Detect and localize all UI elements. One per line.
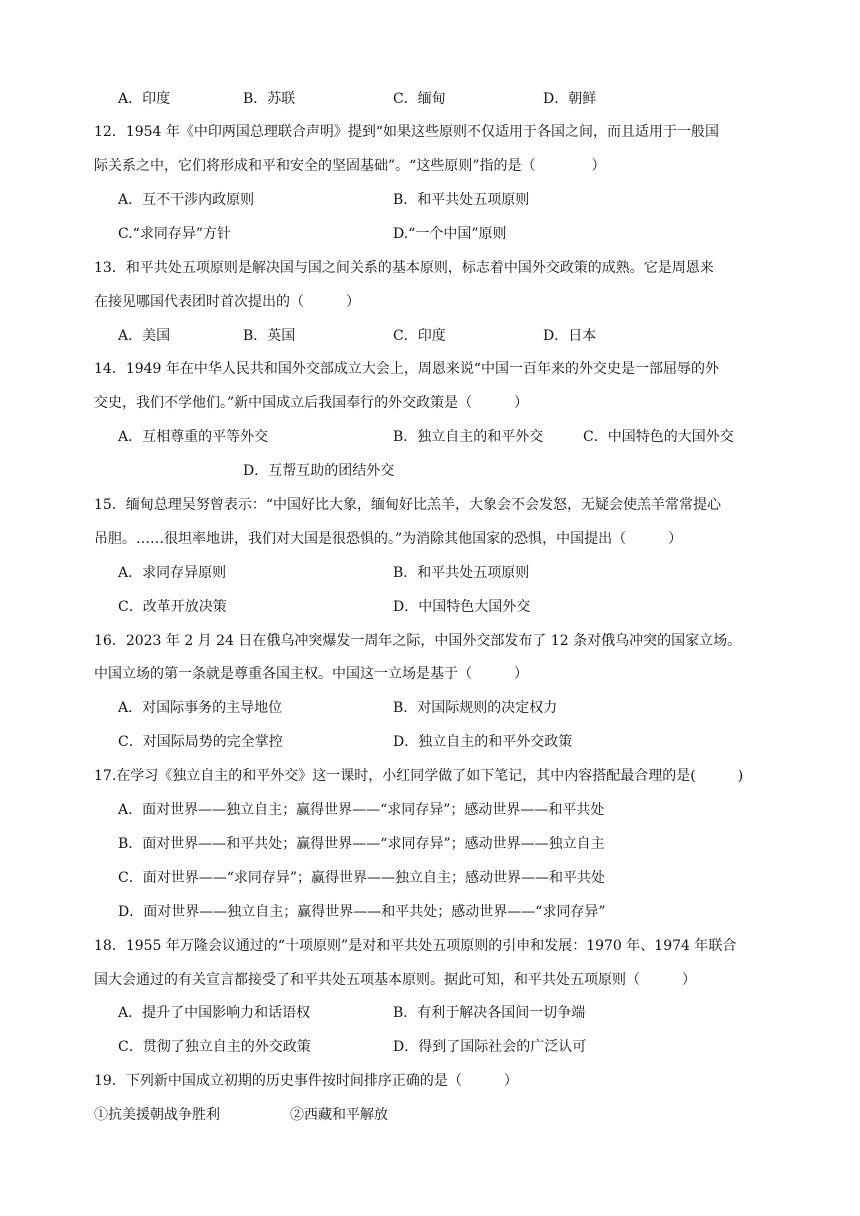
q18-stem-line-1: 18．1955 年万隆会议通过的“十项原则”是对和平共处五项原则的引申和发展：1970 年、1974 年联合 <box>94 938 737 954</box>
q18-option-b: B．有利于解决各国间一切争端 <box>393 1005 586 1021</box>
q11-option-b: B．苏联 <box>243 91 296 107</box>
q15-stem-line-2: 吊胆。……很坦率地讲，我们对大国是很恐惧的。”为消除其他国家的恐惧，中国提出（ ） <box>94 531 683 547</box>
q14-stem-line-2: 交史，我们不学他们。”新中国成立后我国奉行的外交政策是（ ） <box>94 395 529 411</box>
q12-stem-line-2: 际关系之中，它们将形成和平和安全的坚固基础”。“这些原则”指的是（ ） <box>94 158 606 174</box>
q17-option-d: D．面对世界——独立自主；赢得世界——和平共处；感动世界——“求同存异” <box>118 904 606 920</box>
q13-option-c: C．印度 <box>393 328 446 344</box>
q19-item-1: ①抗美援朝战争胜利 <box>94 1107 220 1123</box>
q13-option-b: B．英国 <box>243 328 296 344</box>
q13-stem-line-2: 在接见哪国代表团时首次提出的（ ） <box>94 294 360 310</box>
q18-stem-line-2: 国大会通过的有关宣言都接受了和平共处五项基本原则。据此可知，和平共处五项原则（ ） <box>94 972 696 988</box>
q14-option-d: D．互帮互助的团结外交 <box>243 463 395 479</box>
q15-option-b: B．和平共处五项原则 <box>393 565 530 581</box>
q16-option-b: B．对国际规则的决定权力 <box>393 700 558 716</box>
q14-option-a: A．互相尊重的平等外交 <box>118 429 269 445</box>
q15-option-a: A．求同存异原则 <box>118 565 227 581</box>
q12-stem-line-1: 12．1954 年《中印两国总理联合声明》提到“如果这些原则不仅适用于各国之间，而且适用于一般国 <box>94 124 720 140</box>
q12-option-c: C.“求同存异”方针 <box>118 226 231 242</box>
q11-option-c: C．缅甸 <box>393 91 446 107</box>
q12-option-a: A．互不干涉内政原则 <box>118 192 255 208</box>
q18-option-a: A．提升了中国影响力和话语权 <box>118 1005 311 1021</box>
q11-option-d: D．朝鲜 <box>543 91 597 107</box>
q16-option-a: A．对国际事务的主导地位 <box>118 700 283 716</box>
q18-option-d: D．得到了国际社会的广泛认可 <box>393 1039 587 1055</box>
q19-stem-line-1: 19．下列新中国成立初期的历史事件按时间排序正确的是（ ） <box>94 1073 518 1089</box>
q14-stem-line-1: 14．1949 年在中华人民共和国外交部成立大会上，周恩来说“中国一百年来的外交史是一部屈辱的外 <box>94 361 720 377</box>
q17-option-c: C．面对世界——“求同存异”；赢得世界——独立自主；感动世界——和平共处 <box>118 870 606 886</box>
q18-option-c: C．贯彻了独立自主的外交政策 <box>118 1039 311 1055</box>
q17-option-a: A．面对世界——独立自主；赢得世界——“求同存异”；感动世界——和平共处 <box>118 802 605 818</box>
q15-option-c: C．改革开放决策 <box>118 599 227 615</box>
q15-stem-line-1: 15．缅甸总理吴努曾表示：“中国好比大象，缅甸好比羔羊，大象会不会发怒，无疑会使羔羊常常提心 <box>94 497 721 513</box>
q13-option-d: D．日本 <box>543 328 597 344</box>
q17-stem-line-1: 17.在学习《独立自主的和平外交》这一课时，小红同学做了如下笔记，其中内容搭配最合理的是( ) <box>94 768 744 784</box>
q16-option-d: D．独立自主的和平外交政策 <box>393 734 573 750</box>
q14-option-b: B．独立自主的和平外交 <box>393 429 544 445</box>
q13-option-a: A．美国 <box>118 328 171 344</box>
q11-option-a: A．印度 <box>118 91 171 107</box>
q14-option-c: C．中国特色的大国外交 <box>583 429 734 445</box>
q13-stem-line-1: 13．和平共处五项原则是解决国与国之间关系的基本原则，标志着中国外交政策的成熟。它是周恩来 <box>94 260 714 276</box>
q16-stem-line-1: 16．2023 年 2 月 24 日在俄乌冲突爆发一周年之际，中国外交部发布了 12 条对俄乌冲突的国家立场。 <box>94 633 742 649</box>
q12-option-b: B．和平共处五项原则 <box>393 192 530 208</box>
q16-stem-line-2: 中国立场的第一条就是尊重各国主权。中国这一立场是基于（ ） <box>94 666 528 682</box>
q17-option-b: B．面对世界——和平共处；赢得世界——“求同存异”；感动世界——独立自主 <box>118 836 605 852</box>
q12-option-d: D.“一个中国”原则 <box>393 226 507 242</box>
q16-option-c: C．对国际局势的完全掌控 <box>118 734 283 750</box>
q15-option-d: D．中国特色大国外交 <box>393 599 531 615</box>
q19-item-2: ②西藏和平解放 <box>290 1107 388 1123</box>
